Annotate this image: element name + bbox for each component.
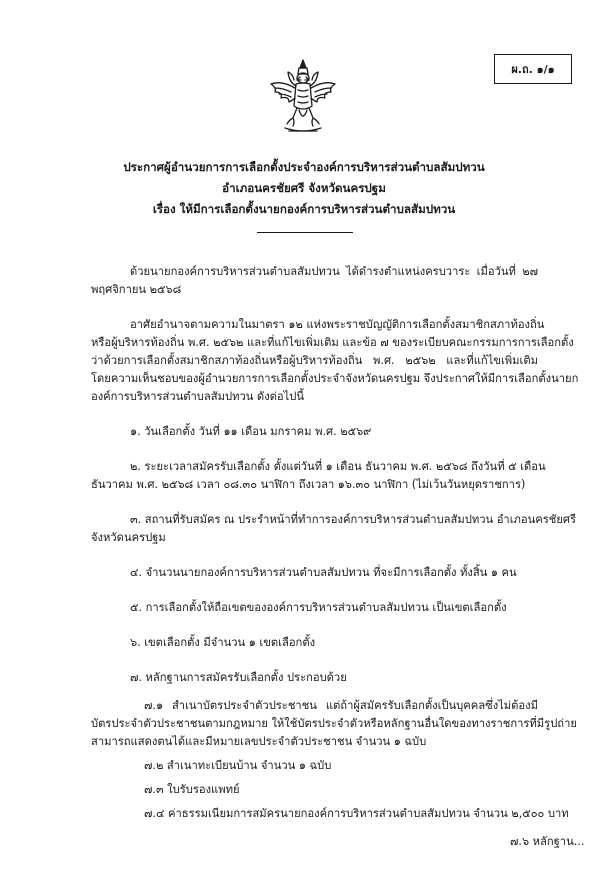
subitem-7-2: ๗.๒ สำเนาทะเบียนบ้าน จำนวน ๑ ฉบับ	[144, 759, 332, 772]
garuda-emblem-icon	[263, 58, 343, 138]
authority-line3: ว่าด้วยการเลือกตั้งสมาชิกสภาท้องถิ่นหรือผู้บริหารท้องถิ่น พ.ศ. ๒๕๖๒ และที่แก้ไขเพิ่มเติม	[91, 354, 538, 367]
subitem-7-1-line1: ๗.๑ สำเนาบัตรประจำตัวประชาชน แต่ถ้าผู้สมัครรับเลือกตั้งเป็นบุคคลซึ่งไม่ต้องมี	[144, 699, 538, 712]
item-6: ๖. เขตเลือกตั้ง มีจำนวน ๑ เขตเลือกตั้ง	[130, 636, 316, 649]
form-code-box	[494, 54, 572, 84]
subitem-7-1-line2: บัตรประจำตัวประชาชนตามกฎหมาย ให้ใช้บัตรประจำตัวหรือหลักฐานอื่นใดของทางราชการที่มีรูปถ่าย	[91, 717, 577, 730]
authority-line4: โดยความเห็นชอบของผู้อำนวยการการเลือกตั้งประจำจังหวัดนครปฐม จึงประกาศให้มีการเลือกตั้งนายก	[91, 372, 579, 385]
authority-line2: หรือผู้บริหารท้องถิ่น พ.ศ. ๒๕๖๒ และที่แก้ไขเพิ่มเติม และข้อ ๗ ของระเบียบคณะกรรมการการเลือกตั้ง	[91, 336, 574, 349]
header-subject: เรื่อง ให้มีการเลือกตั้งนายกองค์การบริหารส่วนตำบลสัมปทวน	[152, 202, 456, 216]
header-divider	[257, 232, 353, 233]
item-2-line2: ธันวาคม พ.ศ. ๒๕๖๘ เวลา ๐๘.๓๐ นาฬิกา ถึงเวลา ๑๖.๓๐ นาฬิกา (ไม่เว้นวันหยุดราชการ)	[91, 478, 526, 491]
item-2-line1: ๒. ระยะเวลาสมัครรับเลือกตั้ง ตั้งแต่วันที่ ๑ เดือน ธันวาคม พ.ศ. ๒๕๖๘ ถึงวันที่ ๕ เดือน	[130, 460, 546, 473]
subitem-7-3: ๗.๓ ใบรับรองแพทย์	[144, 783, 240, 796]
item-7: ๗. หลักฐานการสมัครรับเลือกตั้ง ประกอบด้วย	[130, 671, 347, 684]
form-code: ผ.ถ. ๑/๑	[511, 63, 555, 76]
item-4: ๔. จำนวนนายกองค์การบริหารส่วนตำบลสัมปทวน ที่จะมีการเลือกตั้ง ทั้งสิ้น ๑ คน	[130, 566, 517, 579]
intro-line1: ด้วยนายกองค์การบริหารส่วนตำบลสัมปทวน ได้ดำรงตำแหน่งครบวาระ เมื่อวันที่ ๒๗	[130, 265, 538, 278]
item-5: ๕. การเลือกตั้งให้ถือเขตขององค์การบริหารส่วนตำบลสัมปทวน เป็นเขตเลือกตั้ง	[130, 601, 507, 614]
item-1: ๑. วันเลือกตั้ง วันที่ ๑๑ เดือน มกราคม พ.ศ. ๒๕๖๙	[130, 425, 372, 438]
continuation-note: ๗.๖ หลักฐาน...	[510, 835, 585, 848]
header-title-line1: ประกาศผู้อำนวยการการเลือกตั้งประจำองค์การบริหารส่วนตำบลสัมปทวน	[123, 160, 485, 174]
subitem-7-1-line3: สามารถแสดงตนได้และมีหมายเลขประจำตัวประชาชน จำนวน ๑ ฉบับ	[91, 735, 427, 748]
header-title-line2: อำเภอนครชัยศรี จังหวัดนครปฐม	[222, 181, 386, 195]
authority-line5: องค์การบริหารส่วนตำบลสัมปทวน ดังต่อไปนี้	[91, 390, 305, 403]
intro-line2: พฤศจิกายน ๒๕๖๘	[91, 283, 182, 296]
item-3-line2: จังหวัดนครปฐม	[91, 531, 166, 544]
subitem-7-4: ๗.๔ ค่าธรรมเนียมการสมัครนายกองค์การบริหารส่วนตำบลสัมปทวน จำนวน ๒,๕๐๐ บาท	[144, 807, 569, 820]
item-3-line1: ๓. สถานที่รับสมัคร ณ ประรำหน้าที่ทำการองค์การบริหารส่วนตำบลสัมปทวน อำเภอนครชัยศรี	[130, 513, 577, 526]
authority-line1: อาศัยอำนาจตามความในมาตรา ๑๒ แห่งพระราชบัญญัติการเลือกตั้งสมาชิกสภาท้องถิ่น	[130, 318, 545, 331]
